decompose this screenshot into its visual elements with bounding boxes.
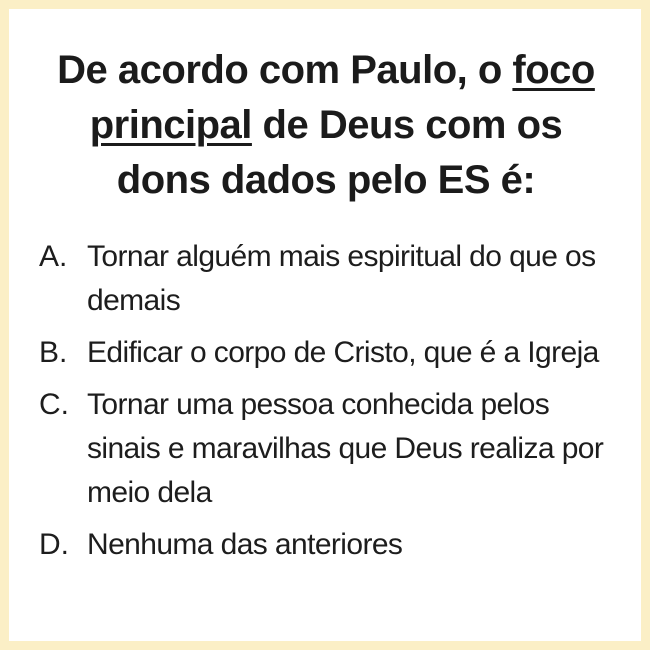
answer-options-list — [39, 235, 629, 575]
option-a[interactable] — [39, 235, 629, 323]
question-text-end: de Deus com os dons dados pelo ES é: — [116, 103, 563, 202]
option-letter: A. — [39, 240, 68, 273]
option-c[interactable] — [39, 383, 629, 515]
option-d[interactable] — [39, 523, 629, 567]
option-letter: B. — [39, 336, 68, 369]
option-text: Tornar alguém mais espiritual do que os demais — [87, 240, 596, 317]
option-letter: D. — [39, 528, 69, 561]
option-text: Edificar o corpo de Cristo, que é a Igreja — [87, 336, 599, 369]
option-text: Tornar uma pessoa conhecida pelos sinais e maravilhas que Deus realiza por meio dela — [87, 388, 604, 509]
option-text: Nenhuma das anteriores — [87, 528, 403, 561]
question-emphasis: foco principal — [89, 48, 595, 147]
option-letter: C. — [39, 388, 69, 421]
question-text-start: De acordo com Paulo, o — [57, 48, 513, 92]
option-b[interactable] — [39, 331, 629, 375]
question-title — [39, 43, 613, 208]
